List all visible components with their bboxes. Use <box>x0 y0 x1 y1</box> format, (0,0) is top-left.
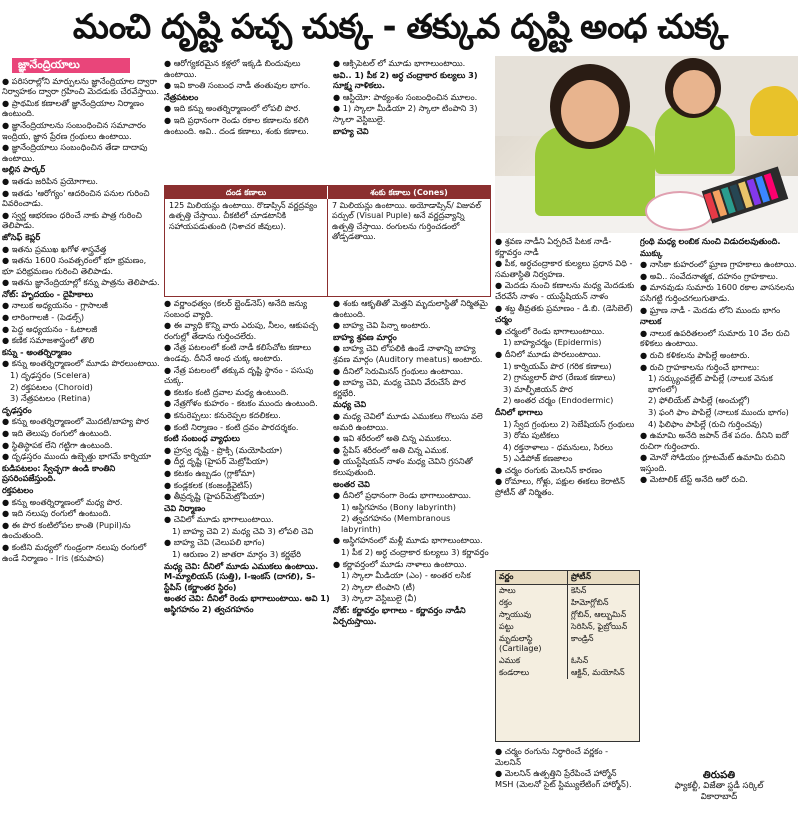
paragraph: ● లారింగాలజీ - (పెడల్స్) <box>2 312 85 323</box>
paragraph: మధ్య చెవి <box>333 399 367 410</box>
paragraph: ● చెవిలో మూడు భాగాలుంటాయి. <box>164 514 274 525</box>
paragraph: కుడిపటలం: స్వేచ్ఛగా ఉండి కాంతిని ప్రసరింపజేస్తుంది. <box>2 462 116 484</box>
column-2-top <box>164 58 330 183</box>
paragraph: దీనిలో భాగాలు <box>495 406 543 417</box>
paragraph: ● ఇవి శరీరంలో అతి చిన్న ఎముకలు. <box>333 433 452 444</box>
paragraph: జోసెఫ్ కెప్లర్ <box>2 231 41 242</box>
paragraph: 1) అస్థిగహనం (Bony labyrinth) <box>341 501 456 512</box>
protein-table <box>495 570 640 742</box>
paragraph: ● ఇది కన్ను అంతర్నిర్మాణంలో లోపలి పొర. <box>164 103 301 114</box>
column-4-bottom <box>495 746 635 826</box>
table-cell: ఓసిన్ <box>571 656 589 665</box>
paragraph: 1) కార్నియమ్ పొర (గరిక కణాలు) <box>503 360 612 371</box>
paragraph: ● ఇతడు 'ఆరోగ్యం' ఆదరించిన పనుల గురించి వివరించాడు. <box>2 187 150 209</box>
paragraph: ● పరిసరాల్లోని మార్పులను జ్ఞానేంద్రియాల ద్వారా నిర్వాహకం ద్వారా గ్రహించి మెదడుకు చేరవేస్తాయి. <box>2 75 159 97</box>
table-header-1: వర్ణం <box>496 571 568 584</box>
paragraph: 1) బాహ్యచర్మం (Epidermis) <box>503 337 602 348</box>
paragraph: 3) నేత్రపటలం (Retina) <box>10 393 91 404</box>
paragraph: దృఢస్తరం <box>2 404 32 415</box>
paragraph: ● మెటాలిక్ టేస్ట్ అనేది ఆరో రుచి. <box>640 474 748 485</box>
paragraph: ● చర్మం రంగుకు మెలనిన్ కారణం <box>495 464 603 475</box>
table-header-2: ప్రోటీన్ <box>571 572 591 581</box>
paragraph: ● ఆక్సిపెటల్ లో మూడు భాగాలుంటాయి. <box>333 58 466 68</box>
paragraph: 1) స్కాలా మీడియా (ఎం) - అంతర లసిక <box>341 570 471 581</box>
paragraph: ● కర్ణావర్తంలో మూడు నాళాలు ఉంటాయి. <box>333 558 467 569</box>
paragraph: రక్తపటలం <box>2 484 34 495</box>
paragraph: మధ్య చెవి: దీనిలో మూడు ఎముకలు ఉంటాయి. M-మ్యాలియస్ (సుత్తి), I-ఇంకస్ (దాగలి), S-స్టేపిస్ (కర్ణాంతర స్థిరం) <box>164 560 319 592</box>
paragraph: 3) రోమ పుటికలు <box>503 430 560 441</box>
table-row <box>496 667 639 679</box>
byline <box>640 770 798 826</box>
paragraph: 1) స్వేద గ్రంథులు 2) సెబేషియస్ గ్రంథులు <box>503 418 635 429</box>
paragraph: ● మోనో సోడియం గ్లూటమేట్ ఉమామి రుచిని ఇస్తుంది. <box>640 452 786 473</box>
paragraph: ● ఇతను జ్ఞానేంద్రియాల్లో కన్ను పాత్రను తెలిపాడు. <box>2 277 160 288</box>
paragraph: ● ఇతడు జరిపిన ప్రయోగాలు. <box>2 175 99 186</box>
paragraph: ● ఇది ప్రధానంగా రెండు రకాల కణాలను కలిగి ఉంటుంది. అవి.. దండ కణాలు, శంకు కణాలు. <box>164 114 309 136</box>
paragraph: 2) రక్తపటలం (Choroid) <box>10 381 93 392</box>
table-row <box>496 597 639 609</box>
paragraph: 1) ఆరుణం 2) జాతరా మార్గం 3) కర్ణభేరి <box>172 549 301 560</box>
paragraph: ● స్వర్ణ ఆభరణం ధరించే నాకు పాత్ర గురించి తెలిపాడు. <box>2 209 142 231</box>
students-photo <box>495 56 798 233</box>
paragraph: ● దీనిలో మూడు పొరలుంటాయి. <box>495 348 601 359</box>
paragraph: ● కంటి నిర్మాణం - కంటి ద్రవం పారదర్శకం. <box>164 421 299 432</box>
paragraph: ● హ్రస్వ దృష్టి - ప్రొక్సి (మయోపియా) <box>164 444 283 455</box>
paragraph: ● జ్ఞానేంద్రియాలు సంబంధించిన తేడా దాదాపు ఉంటాయి. <box>2 142 148 163</box>
paragraph: ● ప్రాథమిక కణాలతో జ్ఞానేంద్రియాల నిర్మాణం ఉంటుంది. <box>2 97 144 119</box>
paragraph: 5) ఎడిపోజ్ కణజాలం <box>503 453 573 464</box>
paragraph: అవి.. 1) పీక 2) అర్ధ చంద్రాకార కుల్యలు 3) సూక్ష్మ నాళికలు. <box>333 69 478 91</box>
paragraph: ● ఉమామి అనేది జపాన్ దేశ పదం. దీనిని ఐదో రుచిగా గుర్తించారు. <box>640 430 789 451</box>
table-cell: హిమోగ్లోబిన్ <box>571 598 609 607</box>
paragraph: 1) దృఢస్తరం (Scelera) <box>10 370 91 381</box>
paragraph: అల్లిన పార్కర్ <box>2 164 46 175</box>
column-2-bottom <box>164 298 330 826</box>
paragraph: ● నాలుక అధ్యయనం - గ్లాసాలజీ <box>2 300 108 311</box>
rods-title: దండ కణాలు <box>165 186 328 199</box>
paragraph: 3) మాల్ఫీజియన్ పొర <box>503 383 573 394</box>
rods-cones-box <box>164 185 491 297</box>
byline-role: ఫ్యాకల్టీ, విజేతా స్టడీ సర్కిల్ <box>674 781 764 791</box>
table-cell: మృదులాస్థి (Cartilage) <box>496 633 568 655</box>
paragraph: ● ఆరోగ్యకరమైన కళ్లలో ఇక్కడి బిందువులు ఉంటాయి. <box>164 58 301 79</box>
paragraph: ● ఈ పొర కంటిలోపల కాంతి (Pupil)ను ఉంచుతుంది. <box>2 519 131 541</box>
paragraph: ● బాహ్య చెవి పిన్నా అంటారు. <box>333 320 431 331</box>
column-1-text <box>2 76 160 564</box>
paragraph: ● యుస్టేషియన్ నాళం మధ్య చెవిని గ్రసనితో కలుపుతుంది. <box>333 456 473 477</box>
paragraph: ● 1) స్కాలా మీడియా 2) స్కాలా టింపాని 3) స్కాలా వెస్టిబులై. <box>333 103 478 124</box>
paragraph: ● మానవుడు సుమారు 1600 రకాల వాసనలను పసిగట్టి గుర్తించగలుగుతాడు. <box>640 282 795 303</box>
table-cell: పాలు <box>496 585 568 597</box>
paragraph: ● బాహ్య చెవి (వెలుపలి భాగం) <box>164 537 265 548</box>
rods-text: 125 మిలియన్లు ఉంటాయి. రొడాప్సిన్ వర్ణద్రవ్యం ఉత్పత్తి చేస్తాయి. చీకటిలో చూడటానికి సహాయపడుతుంది (నిశాచర జీవులు). <box>165 199 328 296</box>
paragraph: ● నేత్ర పటలంలో కంటి నాడీ కలిసేచోట కణాలు ఉండవు. దీనినే అంధ చుక్క అంటారు. <box>164 342 312 363</box>
paragraph: అంతర చెవి <box>333 478 370 489</box>
cones-text: 7 మిలియన్లు ఉంటాయి. అయోడాప్సిన్/ విజువల్ పర్పుల్ (Visual Puple) అనే వర్ణద్రవ్యాన్ని ఉత్పత్తి చేస్తాయి. రంగులను గుర్తించడంలో తోడ్పడతాయి. <box>332 201 481 241</box>
paragraph: ● జ్ఞానేంద్రియాలను సంబంధించిన సమాచారం ఇంద్రియ, జ్ఞాన ప్రేరణ గ్రంథులు ఉంటాయి. <box>2 119 146 141</box>
paragraph: ● కన్ను అంతర్నిర్మాణంలో మధ్య పొర. <box>2 496 123 507</box>
headline: మంచి దృష్టి పచ్చ చుక్క - తక్కువ దృష్టి అంధ చుక్క <box>72 7 728 47</box>
paragraph: కన్ను - అంతర్నిర్మాణం <box>2 346 72 357</box>
table-cell: కెసిన్ <box>571 586 587 595</box>
paragraph: ● రుచి కళికలను పాపిల్లే అంటారు. <box>640 349 750 360</box>
paragraph: ● ఆస్టియో: పాఠ్యంశం సంబంధించిన మూలం. <box>333 91 478 102</box>
paragraph: ● శ్రవణ నాడీని ఏర్పరిచే పిటక నాడీ-కర్ణావర్తం నాడీ <box>495 236 612 257</box>
paragraph: ● పీక, అర్ధచంద్రాకార కుల్యలు ప్రధాన విధి - సమతాస్థితి నిర్వహణ. <box>495 258 633 279</box>
paragraph: ● ఇది తెలుపు రంగులో ఉంటుంది. <box>2 428 112 438</box>
table-cell: ఆక్టిన్, మయోసిన్ <box>571 668 625 677</box>
paragraph: ● కంటిని మధ్యలో గుండ్రంగా నలుపు రంగులో ఉండే నిర్మాణం - Iris (కనుపాప) <box>2 541 147 563</box>
table-row <box>496 621 639 633</box>
paragraph: ● కన్ను అంతర్నిర్మాణంలో మూడు పొరలుంటాయి. <box>2 358 160 369</box>
table-cell: ఎముక <box>496 655 568 667</box>
table-cell: సెరిసిన్, ఫైబ్రోయిన్ <box>571 622 628 631</box>
section-title: జ్ఞానేంద్రియాలు <box>12 58 130 73</box>
paragraph: ● నాలుక ఉపరితలంలో సుమారు 10 వేల రుచి కళికలు ఉంటాయి. <box>640 327 790 349</box>
table-row <box>496 633 639 655</box>
paragraph: 1) బాహ్య చెవి 2) మధ్య చెవి 3) లోపలి చెవి <box>172 525 314 536</box>
paragraph: ● మెలనిన్ ఉత్పత్తిని ప్రేరేపించే హార్మోన్ MSH (మెలనో సైట్ స్టిమ్యులేటింగ్ హార్మోన్). <box>495 768 632 789</box>
paragraph: ● ఇవి కాంతి సంబంధ నాడీ తంతువుల భాగం. <box>164 80 311 91</box>
paragraph: ● శంకు ఆకృతితో మెత్తని మృదులాస్థితో నిర్మితమై ఉంటుంది. <box>333 298 488 319</box>
table-row <box>496 609 639 621</box>
paragraph: ● చర్మం రంగును నిర్ధారించే వర్ణకం - మెలనిన్ <box>495 746 609 767</box>
table-rows <box>496 585 639 679</box>
paragraph: ● దీనిలో ప్రధానంగా రెండు భాగాలుంటాయి. <box>333 490 472 501</box>
column-4 <box>495 236 635 566</box>
paragraph: ● కటకం ఉబ్బడం (గ్లాకోమా) <box>164 467 256 478</box>
paragraph: ● దృఢస్తరం ముందు ఉబ్బెత్తు భాగమే కార్నియా <box>2 451 152 462</box>
paragraph: ● అవి.. సంవేదనాత్మక, దహనం గ్రాహకాలు. <box>640 270 779 281</box>
paragraph: బాహ్య శ్రవణ మార్గం <box>333 331 397 342</box>
paragraph: 2) స్కాలా టింపాని (టీ) <box>341 581 416 592</box>
paragraph: కంటి సంబంధ వ్యాధులు <box>164 433 240 444</box>
paragraph: ● మెదడు నుంచి కణాలను మధ్య మెదడుకు చేరవేసే నాళం - యుస్టేషియన్ నాళం <box>495 280 635 301</box>
paragraph: ● దీనిలో సెరుమినస్ గ్రంథులు ఉంటాయి. <box>333 365 464 376</box>
paragraph: నోట్: హృదయం - దైహికాలు <box>2 288 94 299</box>
paragraph: 1) సర్క్యుంవల్లేట్ పాపిల్లే (నాలుక వెనుక భాగంలో) <box>648 373 773 394</box>
table-cell: గ్లోబిన్, ఆల్బుమిన్ <box>571 610 627 619</box>
column-3-bottom <box>333 298 491 826</box>
paragraph: ● కటకం కంటి ద్రవాల మధ్య ఉంటుంది. <box>164 386 289 397</box>
table-cell: రక్తం <box>496 597 568 609</box>
paragraph: నాలుక <box>640 316 662 327</box>
paragraph: ● దీర్ఘ దృష్టి (హైపర్ మెట్రోపియా) <box>164 456 269 467</box>
paragraph: ● బాహ్య చెవి, మధ్య చెవిని వేరుచేసే పొర కర్ణభేరి. <box>333 377 466 398</box>
column-5 <box>640 236 798 826</box>
paragraph: ● నాసికా కుహరంలో ఘ్రాణ గ్రాహకాలు ఉంటాయి. <box>640 259 797 270</box>
paragraph: ● నేత్రగోళం కుహరం - కటకం ముందు ఉంటుంది. <box>164 398 318 409</box>
paragraph: ● తీవ్రదృష్టి (హైపర్‌మెట్రోపియా) <box>164 491 265 502</box>
byline-city: వికారాబాద్ <box>700 792 738 802</box>
paragraph: నేత్రపటలం <box>164 91 199 102</box>
table-row <box>496 655 639 667</box>
paragraph: ● పెద్ద అధ్యయనం - ఓటాలజీ <box>2 323 98 334</box>
paragraph: 2) ఫోలియేట్ పాపిల్లే (అంచుల్లో) <box>648 395 750 406</box>
paragraph: 2) అంతర చర్మం (Endodermic) <box>503 395 614 406</box>
paragraph: ● వర్ణాంధత్వం (కలర్ బ్లైండ్‌నెస్) అనేది జన్యు సంబంధ వ్యాధి. <box>164 298 308 319</box>
table-cell: స్నాయువు <box>496 609 568 621</box>
paragraph: 2) గ్రాన్యులార్ పొర (రేణుక కణాలు) <box>503 372 616 383</box>
byline-place: తిరుపతి <box>702 770 736 781</box>
paragraph: 1) పీక 2) అర్ధ చంద్రాకార కుల్యలు 3) కర్ణావర్తం <box>341 547 489 558</box>
paragraph: 2) త్వచగహనం (Membranous labyrinth) <box>341 513 451 534</box>
paragraph: ● ఇతను ప్రముఖ ఖగోళ శాస్త్రవేత్త <box>2 243 107 254</box>
table-cell: పట్టు <box>496 621 568 633</box>
paragraph: అంతర చెవి: దీనిలో రెండు భాగాలుంటాయి. అవి 1) అస్థిగహనం 2) త్వచగహనం <box>164 593 330 615</box>
cones-title: శంకు కణాలు (Cones) <box>370 188 448 197</box>
paragraph: బాహ్య చెవి <box>333 125 369 136</box>
paragraph: ● స్థితిస్థాపక లేని గట్టిగా ఉంటుంది. <box>2 439 113 450</box>
paragraph: ● మధ్య చెవిలో మూడు ఎముకలు గొలుసు వలె అమరి ఉంటాయి. <box>333 410 483 432</box>
paragraph: చెవి నిర్మాణం <box>164 502 206 513</box>
paragraph: గ్రంథి మధ్య లంబిక నుంచి విడుదలవుతుంది. <box>640 236 781 246</box>
paragraph: ● కణిక సమాజశాస్త్రంలో తొలి <box>2 335 95 346</box>
paragraph: ● చర్మంలో రెండు భాగాలుంటాయి. <box>495 325 605 336</box>
paragraph: 3) స్కాలా వెస్టిబులై (వీ) <box>341 593 417 604</box>
paragraph: 4) ఫిలిఫాం పాపిల్లే (రుచి గుర్తించవు) <box>648 418 763 429</box>
paragraph: ● బాహ్య చెవి లోపలికి ఉండే నాళాన్ని బాహ్య శ్రవణ మార్గం (Auditory meatus) అంటారు. <box>333 343 483 364</box>
paragraph: ● ఘ్రాణ నాడీ - మెదడు లోని ముందు భాగం <box>640 304 781 315</box>
paragraph: ● ఇతను 1600 సంవత్సరంలో భూ భ్రమణం, భూ పరిభ్రమణం గురించి తెలిపాడు. <box>2 255 147 276</box>
paragraph: 3) ఫంగి ఫాం పాపిల్లే (నాలుక ముందు భాగం) <box>648 406 789 417</box>
paragraph: ● శబ్ద తీవ్రతకు ప్రమాణం - డి.బి. (డెసిబెల్) <box>495 302 633 313</box>
paragraph: ● కన్ను అంతర్నిర్మాణంలో మొదటి/బాహ్య పొర <box>2 416 149 427</box>
paragraph: ముక్కు <box>640 247 663 258</box>
table-cell: కండరాలు <box>496 667 568 679</box>
paragraph: ● కనురెప్పలు: కనురెప్పల కదలికలు. <box>164 409 281 420</box>
paragraph: ● కండ్లకలక (కంజంక్టివైటిస్) <box>164 479 253 490</box>
table-row <box>496 585 639 597</box>
paragraph: ● రోమాలు, గోళ్లు, పక్షుల ఈకలు కెరాటిన్ ప్రోటీన్ తో నిర్మితం. <box>495 476 625 498</box>
paragraph: చర్మం <box>495 314 513 325</box>
paragraph: 4) రక్తనాళాలు - ధమనులు, సిరలు <box>503 441 613 452</box>
paragraph: ● ఇది నలుపు రంగులో ఉంటుంది. <box>2 508 111 519</box>
paragraph: ● అస్థిగహనంలో మళ్లీ మూడు భాగాలుంటాయి. <box>333 535 483 546</box>
column-3-top <box>333 58 491 183</box>
paragraph: ● నేత్ర పటలంలో తక్కువ దృష్టి స్థానం - పసుపు చుక్క. <box>164 364 314 386</box>
paragraph: ● స్టేపిస్ శరీరంలో అతి చిన్న ఎముక. <box>333 444 449 455</box>
paragraph: నోట్: కర్ణావర్తం భాగాలు - కర్ణావర్తం నాడీని ఏర్పరుస్తాయి. <box>333 605 466 626</box>
table-cell: కాండ్రిన్ <box>571 634 594 643</box>
paragraph: ● ఈ వ్యాధి కొన్ని వారు ఎరుపు, నీలం, ఆకుపచ్చ రంగుల్లో తేడాను గుర్తించలేరు. <box>164 320 318 341</box>
paragraph: ● రుచి గ్రాహకాలను గుర్తించే భాగాలు: <box>640 361 760 372</box>
column-1 <box>2 58 160 826</box>
